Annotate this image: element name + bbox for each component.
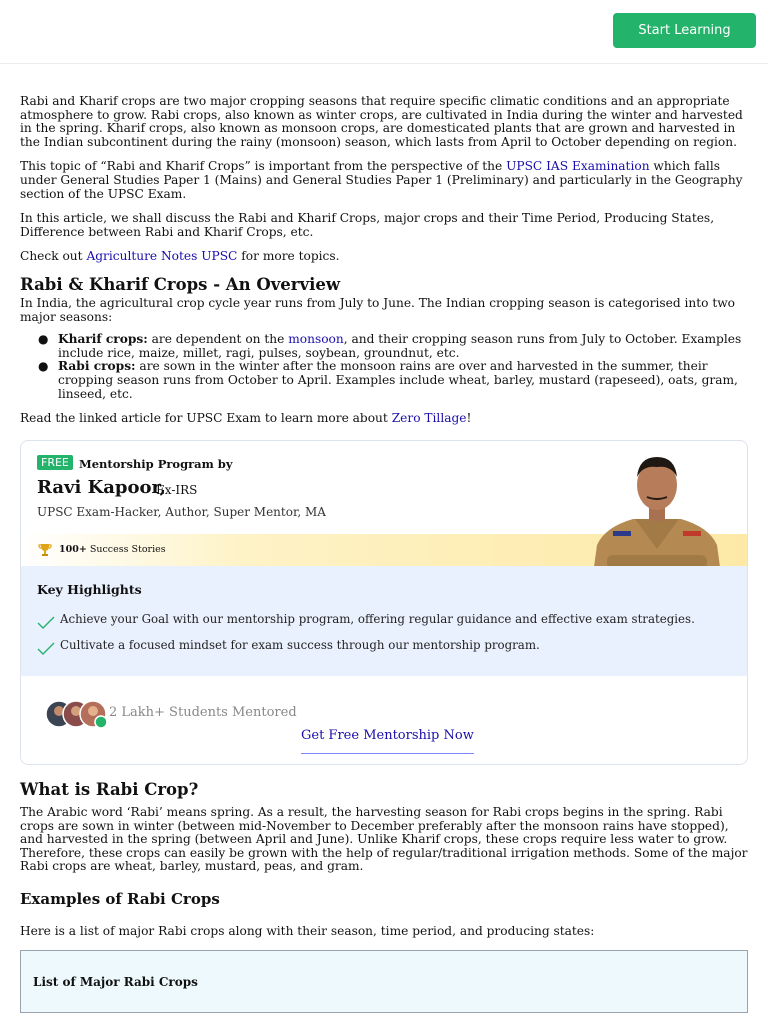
crop-list — [20, 333, 748, 401]
read-more-text: Read the linked article for UPSC Exam to learn more about — [20, 411, 392, 426]
key-highlights-section — [21, 566, 748, 676]
kharif-text-end: , and their cropping season runs from July to October. Examples include rice, maize, millet, ragi, pulses, soybean, groundnut, etc. — [58, 332, 742, 360]
read-more-text-end: ! — [466, 411, 472, 426]
students-mentored-text: 2 Lakh+ Students Mentored — [109, 705, 297, 720]
trophy-icon — [37, 542, 53, 558]
highlight-text: Cultivate a focused mindset for exam success through our mentorship program. — [60, 638, 540, 652]
agriculture-notes-link[interactable]: Agriculture Notes UPSC — [86, 249, 238, 264]
overview-paragraph: In India, the agricultural crop cycle year runs from July to June. The Indian cropping season is categorised into two major seasons: — [20, 295, 736, 324]
intro-p2-text: This topic of “Rabi and Kharif Crops” is important from the perspective of the — [20, 159, 507, 174]
intro-paragraph-3: In this article, we shall discuss the Rabi and Kharif Crops, major crops and their Time Period, Producing States, Difference between Rabi and Kharif Crops, etc. — [20, 211, 715, 239]
student-avatars — [45, 700, 115, 728]
list-item — [20, 333, 748, 360]
start-learning-button[interactable]: Start Learning — [613, 13, 756, 48]
kharif-text: are dependent on the — [147, 332, 289, 347]
list-item — [20, 360, 748, 401]
intro-paragraph-2 — [20, 160, 748, 201]
rabi-crop-heading: What is Rabi Crop? — [20, 780, 199, 799]
overview-heading: Rabi & Kharif Crops - An Overview — [20, 274, 341, 294]
intro-p2-text-end: which falls under General Studies Paper 1 (Mains) and General Studies Paper 1 (Preliminary) and particularly in the Geography section of the UPSC Exam. — [20, 159, 743, 201]
highlight-item — [37, 638, 540, 652]
intro-p4-text-end: for more topics. — [237, 249, 340, 264]
highlight-item — [37, 612, 695, 626]
mentor-role: UPSC Exam-Hacker, Author, Super Mentor, MA — [37, 505, 326, 519]
bullet-icon: ● — [38, 332, 49, 347]
highlight-text: Achieve your Goal with our mentorship program, offering regular guidance and effective exam strategies. — [60, 612, 695, 626]
monsoon-link[interactable]: monsoon — [288, 332, 344, 347]
key-highlights-title: Key Highlights — [37, 582, 142, 597]
top-bar — [0, 0, 768, 64]
read-more-paragraph — [20, 412, 748, 426]
table-title: List of Major Rabi Crops — [33, 975, 198, 989]
rabi-examples-paragraph: Here is a list of major Rabi crops along with their season, time period, and producing states: — [20, 924, 595, 938]
check-icon — [37, 642, 55, 656]
zero-tillage-link[interactable]: Zero Tillage — [391, 411, 467, 426]
success-stories-text — [59, 544, 166, 555]
mentorship-card — [20, 440, 748, 765]
article-body — [20, 95, 748, 426]
intro-paragraph-1: Rabi and Kharif crops are two major cropping seasons that require specific climatic conditions and an appropriate atmosphere to grow. Rabi crops, also known as winter crops, are cultivated in India during the winter and harvested in the spring. Kharif crops, also known as monsoon crops, are domesticated plants that are grown and harvested in the Indian subcontinent during the rainy (monsoon) season, which lasts from April to October depending on region. — [20, 94, 743, 149]
get-free-mentorship-link[interactable]: Get Free Mentorship Now — [301, 728, 474, 743]
mentor-name: Ravi Kapoor, — [37, 477, 166, 498]
intro-p4-text: Check out — [20, 249, 87, 264]
upsc-ias-exam-link[interactable]: UPSC IAS Examination — [506, 159, 650, 174]
kharif-term: Kharif crops: — [58, 332, 148, 347]
free-badge: FREE — [37, 455, 73, 470]
mentor-title: Ex-IRS — [156, 483, 198, 497]
bullet-icon: ● — [38, 359, 49, 374]
mentorship-program-label: Mentorship Program by — [79, 457, 233, 471]
success-count: 100+ — [59, 544, 87, 555]
mentorship-footer — [21, 676, 748, 765]
rabi-examples-heading: Examples of Rabi Crops — [20, 890, 220, 908]
success-label: Success Stories — [89, 544, 166, 555]
check-icon — [37, 616, 55, 630]
rabi-term: Rabi crops: — [58, 359, 136, 374]
rabi-crops-table — [20, 950, 748, 1013]
rabi-crop-paragraph: The Arabic word ‘Rabi’ means spring. As a result, the harvesting season for Rabi crops begins in the spring. Rabi crops are sown in winter (between mid-November to December preferably after the monsoon rains have stopped), and harvested in the spring (between April and June). Unlike Kharif crops, these crops require less water to grow. Therefore, these crops can easily be grown with the help of regular/traditional irrigation methods. Some of the major Rabi crops are wheat, barley, mustard, peas, and gram. — [20, 805, 748, 874]
rabi-text: are sown in the winter after the monsoon rains are over and harvested in the summer, their cropping season runs from October to April. Examples include wheat, barley, mustard (rapeseed), oats, gram, linseed, etc. — [58, 359, 738, 401]
intro-paragraph-4 — [20, 250, 748, 264]
